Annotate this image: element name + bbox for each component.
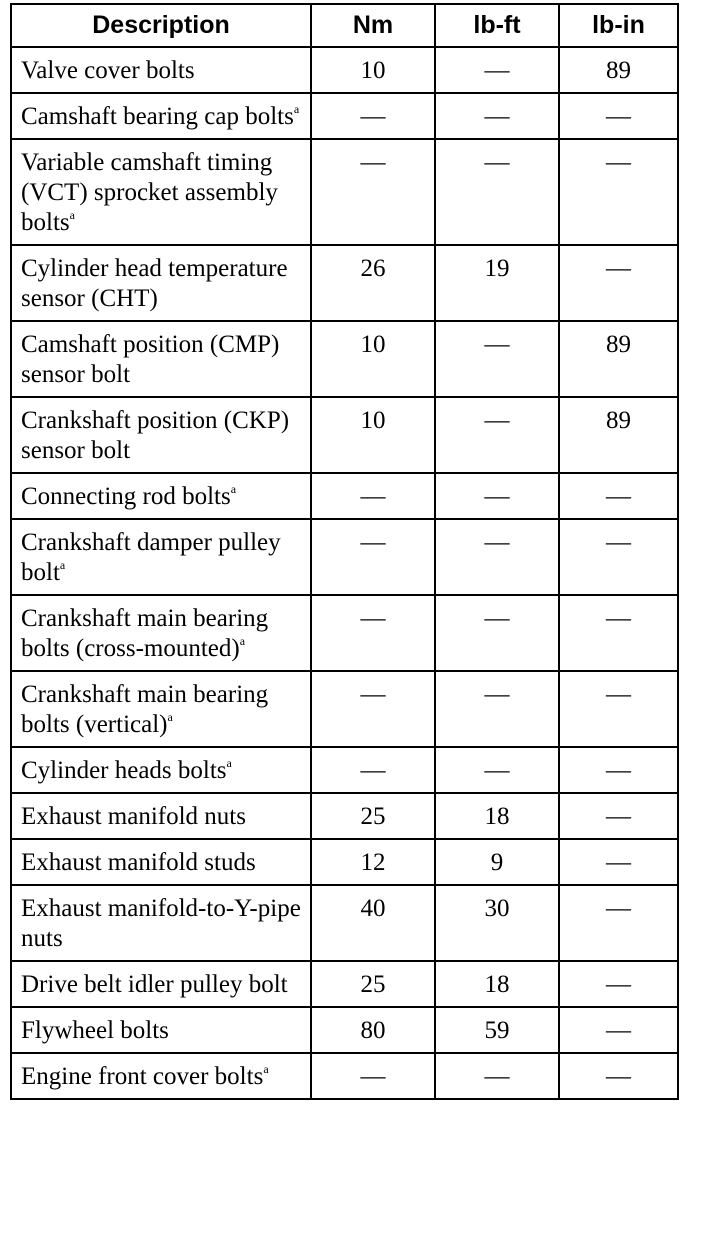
row-description: Exhaust manifold nuts bbox=[21, 803, 246, 830]
row-description-cell bbox=[11, 793, 311, 839]
table-row bbox=[11, 885, 678, 961]
row-description: Exhaust manifold-to-Y-pipe nuts bbox=[21, 895, 301, 952]
row-lbin-value: — bbox=[559, 1007, 678, 1053]
row-description-cell bbox=[11, 47, 311, 93]
row-lbin-value: — bbox=[559, 793, 678, 839]
row-nm-value: — bbox=[311, 473, 435, 519]
row-nm-value: 25 bbox=[311, 961, 435, 1007]
row-nm-value: — bbox=[311, 747, 435, 793]
footnote-marker: a bbox=[167, 709, 173, 724]
row-lbin-value: — bbox=[559, 245, 678, 321]
row-lbft-value: — bbox=[435, 473, 559, 519]
row-lbft-value: 30 bbox=[435, 885, 559, 961]
row-description-cell bbox=[11, 473, 311, 519]
row-lbft-value: 9 bbox=[435, 839, 559, 885]
row-nm-value: 80 bbox=[311, 1007, 435, 1053]
table-row bbox=[11, 595, 678, 671]
row-lbin-value: — bbox=[559, 595, 678, 671]
row-nm-value: — bbox=[311, 671, 435, 747]
row-lbft-value: 18 bbox=[435, 793, 559, 839]
row-lbin-value: 89 bbox=[559, 47, 678, 93]
row-description: Valve cover bolts bbox=[21, 57, 195, 84]
row-nm-value: — bbox=[311, 93, 435, 139]
footnote-marker: a bbox=[59, 557, 66, 572]
row-description-cell bbox=[11, 321, 311, 397]
table-row bbox=[11, 793, 678, 839]
table-row bbox=[11, 47, 678, 93]
row-description-cell bbox=[11, 397, 311, 473]
row-lbin-value: — bbox=[559, 671, 678, 747]
footnote-marker: a bbox=[230, 481, 237, 496]
header-lbft: lb-ft bbox=[435, 4, 559, 47]
row-description: Crankshaft damper pulley bolt bbox=[21, 529, 281, 586]
table-row bbox=[11, 473, 678, 519]
row-nm-value: — bbox=[311, 595, 435, 671]
table-row bbox=[11, 397, 678, 473]
row-nm-value: 12 bbox=[311, 839, 435, 885]
table-row bbox=[11, 1053, 678, 1099]
table-row bbox=[11, 961, 678, 1007]
row-lbin-value: 89 bbox=[559, 397, 678, 473]
row-lbin-value: — bbox=[559, 93, 678, 139]
row-description: Flywheel bolts bbox=[21, 1017, 169, 1044]
footnote-marker: a bbox=[239, 633, 246, 648]
row-lbft-value: — bbox=[435, 397, 559, 473]
row-nm-value: 10 bbox=[311, 47, 435, 93]
row-description: Engine front cover bolts bbox=[21, 1063, 264, 1090]
row-lbin-value: — bbox=[559, 839, 678, 885]
table-body bbox=[11, 47, 678, 1099]
row-lbin-value: — bbox=[559, 139, 678, 245]
footnote-marker: a bbox=[226, 755, 232, 770]
table-row bbox=[11, 93, 678, 139]
table-row bbox=[11, 839, 678, 885]
row-nm-value: 10 bbox=[311, 321, 435, 397]
table-row bbox=[11, 1007, 678, 1053]
row-description: Cylinder head temperature sensor (CHT) bbox=[21, 255, 288, 312]
row-lbft-value: — bbox=[435, 671, 559, 747]
row-lbft-value: — bbox=[435, 519, 559, 595]
row-lbft-value: — bbox=[435, 747, 559, 793]
row-nm-value: — bbox=[311, 139, 435, 245]
row-description-cell bbox=[11, 519, 311, 595]
footnote-marker: a bbox=[293, 101, 300, 116]
row-description: Crankshaft position (CKP) sensor bolt bbox=[21, 407, 290, 464]
row-lbin-value: — bbox=[559, 519, 678, 595]
row-lbin-value: 89 bbox=[559, 321, 678, 397]
row-nm-value: — bbox=[311, 519, 435, 595]
row-nm-value: 26 bbox=[311, 245, 435, 321]
row-description: Exhaust manifold studs bbox=[21, 849, 256, 876]
row-description: Camshaft bearing cap bolts bbox=[21, 103, 294, 130]
row-lbft-value: 59 bbox=[435, 1007, 559, 1053]
footnote-marker: a bbox=[69, 207, 75, 222]
row-lbin-value: — bbox=[559, 473, 678, 519]
row-description: Cylinder heads bolts bbox=[21, 757, 227, 784]
row-lbft-value: 19 bbox=[435, 245, 559, 321]
table-row bbox=[11, 671, 678, 747]
row-nm-value: 25 bbox=[311, 793, 435, 839]
table-row bbox=[11, 321, 678, 397]
table-row bbox=[11, 245, 678, 321]
row-lbft-value: — bbox=[435, 1053, 559, 1099]
row-description: Crankshaft main bearing bolts (cross-mounted) bbox=[21, 605, 269, 662]
row-lbft-value: 18 bbox=[435, 961, 559, 1007]
table-row bbox=[11, 747, 678, 793]
row-description-cell bbox=[11, 93, 311, 139]
row-description-cell bbox=[11, 747, 311, 793]
table-row bbox=[11, 519, 678, 595]
row-description-cell bbox=[11, 961, 311, 1007]
row-description-cell bbox=[11, 595, 311, 671]
row-lbft-value: — bbox=[435, 139, 559, 245]
row-lbft-value: — bbox=[435, 595, 559, 671]
row-description-cell bbox=[11, 1007, 311, 1053]
header-description: Description bbox=[11, 4, 311, 47]
row-lbft-value: — bbox=[435, 93, 559, 139]
row-lbft-value: — bbox=[435, 47, 559, 93]
row-nm-value: — bbox=[311, 1053, 435, 1099]
row-description-cell bbox=[11, 839, 311, 885]
table-row bbox=[11, 139, 678, 245]
footnote-marker: a bbox=[263, 1061, 269, 1076]
row-description-cell bbox=[11, 139, 311, 245]
row-lbin-value: — bbox=[559, 747, 678, 793]
row-lbin-value: — bbox=[559, 885, 678, 961]
row-description: Connecting rod bolts bbox=[21, 483, 231, 510]
row-description-cell bbox=[11, 671, 311, 747]
row-lbft-value: — bbox=[435, 321, 559, 397]
row-lbin-value: — bbox=[559, 961, 678, 1007]
header-nm: Nm bbox=[311, 4, 435, 47]
row-description: Drive belt idler pulley bolt bbox=[21, 971, 288, 998]
row-nm-value: 10 bbox=[311, 397, 435, 473]
row-nm-value: 40 bbox=[311, 885, 435, 961]
torque-spec-table bbox=[10, 3, 679, 1100]
header-lbin: lb-in bbox=[559, 4, 678, 47]
row-description: Camshaft position (CMP) sensor bolt bbox=[21, 331, 280, 388]
row-lbin-value: — bbox=[559, 1053, 678, 1099]
row-description-cell bbox=[11, 245, 311, 321]
row-description: Crankshaft main bearing bolts (vertical) bbox=[21, 681, 269, 738]
row-description-cell bbox=[11, 885, 311, 961]
row-description: Variable camshaft timing (VCT) sprocket assembly bolts bbox=[21, 149, 278, 236]
header-row bbox=[11, 4, 678, 47]
row-description-cell bbox=[11, 1053, 311, 1099]
